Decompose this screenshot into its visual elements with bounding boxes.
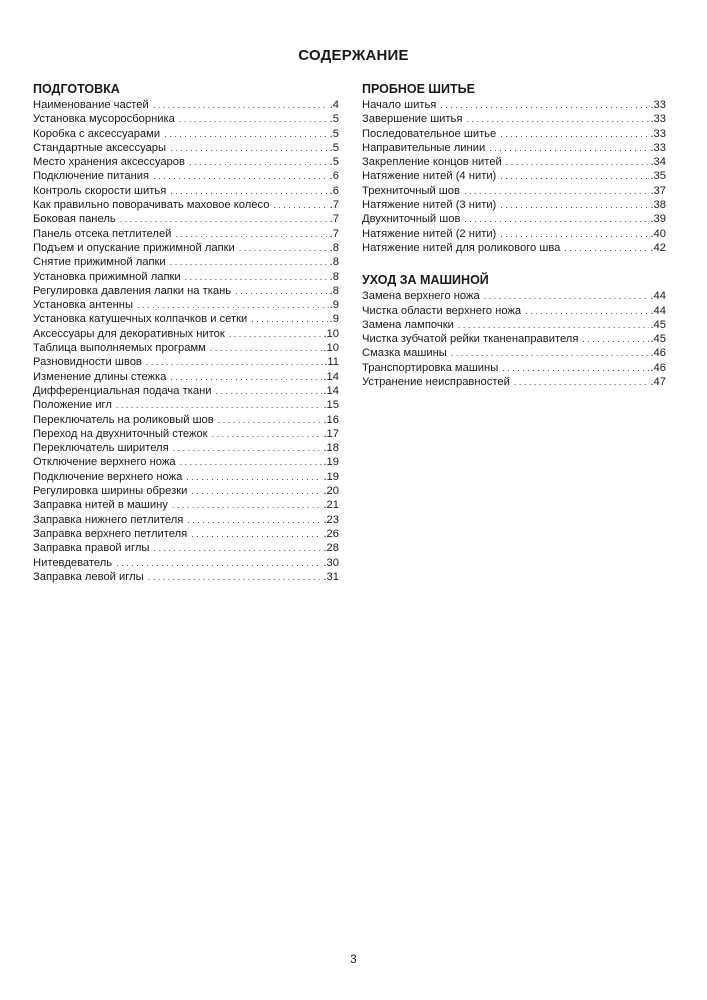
toc-entry-page: .9 [329,299,339,312]
dot-leader [506,155,650,169]
section-title: ПРОБНОЕ ШИТЬЕ [362,82,475,96]
toc-entry-page: .8 [329,256,339,269]
toc-entry[interactable] [33,498,339,512]
toc-entry[interactable] [33,155,339,169]
dot-leader [116,556,322,570]
toc-entry-label: Положение игл [33,399,112,412]
toc-entry-label: Отключение верхнего ножа [33,456,176,469]
dot-leader [146,355,323,369]
dot-leader [120,212,329,226]
toc-entry[interactable] [33,312,339,326]
dot-leader [187,513,322,527]
toc-entry-label: Контроль скорости шитья [33,184,167,197]
toc-entry-label: Переход на двухниточный стежок [33,427,208,440]
dot-leader [466,112,649,126]
toc-entry-label: Место хранения аксессуаров [33,156,185,169]
toc-entry-label: Замена лампочки [362,318,454,331]
toc-section [33,82,339,584]
toc-entry-page: .31 [323,570,339,583]
toc-entry[interactable] [33,441,339,455]
toc-entry-page: .10 [323,327,339,340]
toc-entry-label: Регулировка ширины обрезки [33,485,188,498]
dot-leader [148,570,323,584]
toc-entry-label: Подключение верхнего ножа [33,470,183,483]
dot-leader [170,255,329,269]
toc-entry-page: .37 [650,184,666,197]
toc-entry-page: .23 [323,513,339,526]
toc-entry-page: .20 [323,485,339,498]
toc-right-column [362,82,666,389]
toc-entry-label: Последовательное шитье [362,127,497,140]
dot-leader [239,241,329,255]
toc-entry-page: .26 [323,527,339,540]
dot-leader [484,289,650,303]
toc-entry-page: .35 [650,170,666,183]
toc-entry[interactable] [362,98,666,112]
toc-entry[interactable] [362,184,666,198]
dot-leader [251,312,328,326]
toc-entry-label: Переключатель на роликовый шов [33,413,214,426]
toc-entry-label: Боковая панель [33,213,116,226]
toc-entry-page: .11 [324,356,339,369]
toc-entry-page: .16 [323,413,339,426]
toc-entry-page: .38 [650,199,666,212]
toc-entry-page: .7 [329,199,339,212]
toc-entry[interactable] [362,112,666,126]
toc-entry[interactable] [33,513,339,527]
dot-leader [175,227,328,241]
toc-entry-label: Трехниточный шов [362,184,460,197]
toc-entry-label: Закрепление концов нитей [362,156,502,169]
toc-entry-label: Как правильно поворачивать маховое колесо [33,199,270,212]
dot-leader [210,341,323,355]
dot-leader [451,346,650,360]
toc-entry[interactable] [362,212,666,226]
toc-entry-page: .44 [650,304,666,317]
dot-leader [172,498,323,512]
toc-entry[interactable] [33,384,339,398]
toc-entry[interactable] [362,241,666,255]
toc-entry-label: Заправка правой иглы [33,542,150,555]
toc-entry-label: Завершение шитья [362,113,463,126]
toc-entry-label: Направительные линии [362,141,486,154]
dot-leader [229,327,323,341]
toc-entry-page: .7 [329,227,339,240]
toc-entry-label: Начало шитья [362,99,437,111]
toc-entry-page: .14 [323,384,339,397]
dot-leader [514,375,650,389]
toc-entry[interactable] [33,341,339,355]
toc-entry-label: Таблица выполняемых программ [33,342,206,355]
toc-entry-page: .39 [650,213,666,226]
toc-entry[interactable] [362,346,666,360]
toc-entry-page: .18 [323,442,339,455]
toc-entry-label: Натяжение нитей (3 нити) [362,199,497,212]
dot-leader [464,184,649,198]
toc-entry-label: Наименование частей [33,99,149,111]
toc-entry[interactable] [362,289,666,303]
dot-leader [153,169,329,183]
toc-entry-label: Смазка машины [362,347,447,360]
dot-leader [189,155,329,169]
toc-entry[interactable] [33,112,339,126]
toc-entry-label: Установка антенны [33,299,134,312]
toc-entry[interactable] [362,141,666,155]
toc-entry-page: .19 [323,470,339,483]
dot-leader [500,227,649,241]
toc-entry-label: Двухниточный шов [362,213,461,226]
section-title: ПОДГОТОВКА [33,82,120,96]
toc-entry-label: Заправка нитей в машину [33,499,168,512]
toc-entry-label: Переключатель ширителя [33,442,169,455]
toc-entry[interactable] [33,212,339,226]
dot-leader [170,141,329,155]
dot-leader [273,198,328,212]
toc-entry-label: Изменение длины стежка [33,370,167,383]
dot-leader [489,141,649,155]
section-title: УХОД ЗА МАШИНОЙ [362,273,489,288]
toc-section [362,273,666,389]
toc-entry[interactable] [33,570,339,584]
page-title: СОДЕРЖАНИЕ [298,47,409,64]
toc-entry[interactable] [33,370,339,384]
dot-leader [179,112,329,126]
toc-entry-page: .44 [650,290,666,303]
toc-entry-page: .40 [650,227,666,240]
toc-entry-page: .46 [650,361,666,374]
toc-entry-label: Подключение питания [33,170,150,183]
toc-entry-label: Стандартные аксессуары [33,141,167,154]
toc-entry-page: .6 [329,184,339,197]
toc-entry-label: Чистка области верхнего ножа [362,304,522,317]
toc-entry-label: Аксессуары для декоративных ниток [33,327,225,340]
toc-entry[interactable] [33,284,339,298]
toc-entry-label: Снятие прижимной лапки [33,256,166,269]
toc-entry-page: .4 [329,99,339,111]
toc-entry[interactable] [362,304,666,318]
dot-leader [173,441,323,455]
toc-entry-label: Подъем и опускание прижимной лапки [33,241,235,254]
toc-entry-label: Панель отсека петлителей [33,227,172,240]
toc-entry-label: Чистка зубчатой рейки тканенаправителя [362,333,579,346]
toc-entry-page: .5 [329,113,339,126]
toc-entry-page: .15 [323,399,339,412]
dot-leader [180,455,323,469]
toc-entry[interactable] [33,413,339,427]
dot-leader [191,527,322,541]
toc-entry[interactable] [362,127,666,141]
toc-entry-page: .7 [329,213,339,226]
toc-entry-label: Натяжение нитей (2 нити) [362,227,497,240]
toc-entry-page: .8 [329,270,339,283]
dot-leader [116,398,323,412]
toc-entry-page: .8 [329,284,339,297]
dot-leader [212,427,323,441]
toc-entry-page: .33 [650,113,666,126]
dot-leader [185,270,329,284]
toc-entry[interactable] [362,375,666,389]
toc-entry-label: Заправка верхнего петлителя [33,527,188,540]
dot-leader [464,212,649,226]
toc-entry-label: Заправка нижнего петлителя [33,513,184,526]
toc-entry-page: .30 [323,556,339,569]
toc-entry[interactable] [33,327,339,341]
toc-entry-page: .10 [323,342,339,355]
toc-entry[interactable] [33,255,339,269]
toc-entry-label: Натяжение нитей (4 нити) [362,170,497,183]
toc-entry[interactable] [33,427,339,441]
dot-leader [216,384,323,398]
toc-entry[interactable] [362,169,666,183]
toc-entry[interactable] [33,241,339,255]
toc-entry-page: .5 [329,141,339,154]
toc-left-column [33,82,339,584]
dot-leader [500,169,649,183]
toc-entry-label: Устранение неисправностей [362,376,510,389]
toc-entry-page: .46 [650,347,666,360]
toc-entry-page: .28 [323,542,339,555]
toc-entry-label: Нитевдеватель [33,556,113,569]
toc-entry[interactable] [362,155,666,169]
toc-entry-label: Транспортировка машины [362,361,499,374]
toc-entry[interactable] [33,98,339,112]
toc-entry-page: .47 [650,376,666,389]
toc-entry-label: Установка мусоросборника [33,113,175,126]
dot-leader [458,318,650,332]
dot-leader [440,98,649,112]
toc-entry-page: .14 [323,370,339,383]
toc-entry-page: .5 [329,127,339,140]
toc-entry-label: Коробка с аксессуарами [33,127,161,140]
dot-leader [170,370,322,384]
toc-entry-page: .6 [329,170,339,183]
toc-entry[interactable] [362,361,666,375]
toc-entry-page: .33 [650,127,666,140]
dot-leader [500,127,649,141]
toc-section [362,82,666,255]
toc-entry-label: Замена верхнего ножа [362,290,480,303]
toc-entry-page: .8 [329,241,339,254]
dot-leader [153,541,322,555]
dot-leader [525,304,649,318]
toc-entry-label: Заправка левой иглы [33,570,144,583]
toc-entry[interactable] [33,270,339,284]
toc-entry[interactable] [33,527,339,541]
toc-entry[interactable] [33,455,339,469]
toc-entry-label: Разновидности швов [33,356,142,369]
toc-entry[interactable] [362,332,666,346]
toc-entry[interactable] [33,141,339,155]
toc-entry-page: .9 [329,313,339,326]
dot-leader [186,470,322,484]
toc-entry[interactable] [33,355,339,369]
dot-leader [164,127,329,141]
toc-entry-page: .33 [650,141,666,154]
toc-entry-label: Натяжение нитей для роликового шва [362,241,561,254]
toc-entry-page: .17 [323,427,339,440]
toc-entry-page: .42 [650,241,666,254]
toc-entry-page: .19 [323,456,339,469]
toc-entry-page: .33 [650,99,666,111]
toc-entry[interactable] [33,169,339,183]
toc-entry-page: .5 [329,156,339,169]
dot-leader [582,332,649,346]
dot-leader [502,361,649,375]
toc-entry[interactable] [33,398,339,412]
toc-entry-page: .45 [650,333,666,346]
toc-entry-label: Установка прижимной лапки [33,270,181,283]
toc-entry-label: Дифференциальная подача ткани [33,384,212,397]
toc-entry[interactable] [33,184,339,198]
toc-entry[interactable] [33,298,339,312]
toc-entry[interactable] [362,198,666,212]
toc-entry-label: Регулировка давления лапки на ткань [33,284,232,297]
dot-leader [564,241,649,255]
toc-entry-page: .21 [323,499,339,512]
dot-leader [170,184,328,198]
page-number: 3 [350,954,357,966]
toc-entry-page: .45 [650,318,666,331]
toc-entry[interactable] [33,198,339,212]
toc-entry[interactable] [33,541,339,555]
toc-entry[interactable] [362,227,666,241]
toc-entry[interactable] [33,484,339,498]
toc-entry-page: .34 [650,156,666,169]
toc-entry[interactable] [33,227,339,241]
toc-entry-label: Установка катушечных колпачков и сетки [33,313,248,326]
toc-entry[interactable] [33,127,339,141]
dot-leader [191,484,322,498]
dot-leader [218,413,323,427]
dot-leader [137,298,329,312]
dot-leader [235,284,329,298]
toc-entry[interactable] [362,318,666,332]
dot-leader [500,198,649,212]
toc-entry[interactable] [33,556,339,570]
dot-leader [153,98,329,112]
toc-entry[interactable] [33,470,339,484]
